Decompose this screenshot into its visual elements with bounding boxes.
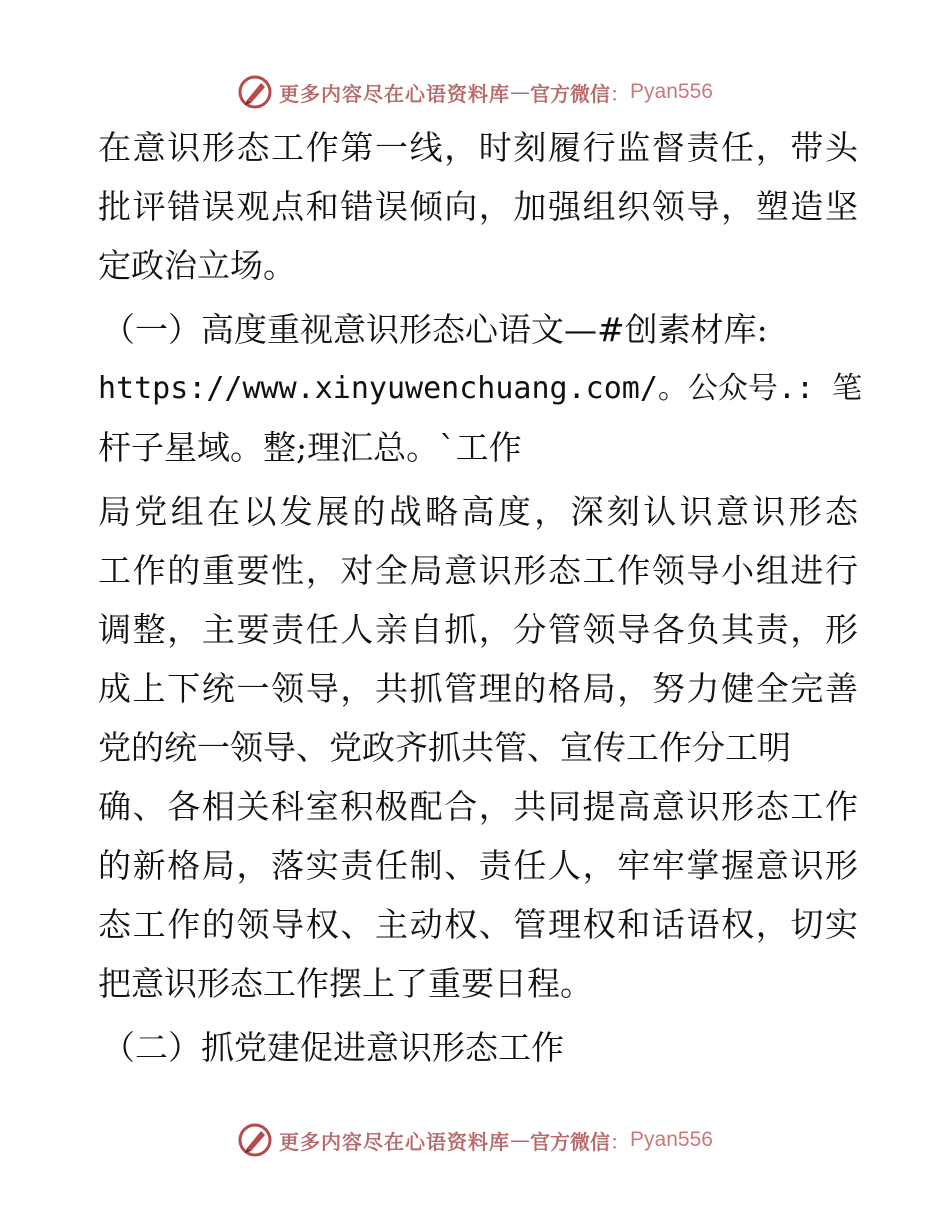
watermark-wechat-label: 官方微信 xyxy=(530,81,611,106)
section-heading-two xyxy=(98,1018,858,1077)
watermark-wechat-label: 官方微信 xyxy=(530,1129,611,1154)
heading-line: （一）高度重视意识形态心语文—#创素材库: xyxy=(102,310,768,349)
text-line: 在意识形态工作第一线，时刻履行监督责任，带头 xyxy=(98,128,858,167)
text-line: 调整，主要责任人亲自抓，分管领导各负其责，形 xyxy=(98,610,858,649)
watermark-text: 更多内容尽在心语资料库 xyxy=(279,81,511,106)
text-line: 定政治立场。 xyxy=(98,246,296,285)
paragraph xyxy=(98,118,858,295)
body-text xyxy=(98,118,863,1082)
text-line: 确、各相关科室积极配合，共同提高意识形态工作 xyxy=(98,787,858,826)
pen-logo-icon xyxy=(237,74,273,110)
text-line: 的新格局，落实责任制、责任人，牢牢掌握意识形 xyxy=(98,846,858,885)
watermark-dash: — xyxy=(510,1128,531,1152)
watermark-wechat-id: Pyan556 xyxy=(630,1128,713,1151)
text-line: 成上下统一领导，共抓管理的格局，努力健全完善 xyxy=(98,669,858,708)
text-line: 工作的重要性，对全局意识形态工作领导小组进行 xyxy=(98,551,858,590)
url-line: https://www.xinyuwenchuang.com/。公众号.: 笔 xyxy=(98,371,863,406)
text-line: 局党组在以发展的战略高度，深刻认识意识形态 xyxy=(98,492,858,531)
section-heading-one xyxy=(98,300,863,477)
text-line: 把意识形态工作摆上了重要日程。 xyxy=(98,964,593,1003)
watermark-dash: — xyxy=(510,80,531,104)
text-line: 态工作的领导权、主动权、管理权和话语权，切实 xyxy=(98,905,858,944)
watermark-colon: ： xyxy=(610,81,631,106)
watermark-text: 更多内容尽在心语资料库 xyxy=(279,1129,511,1154)
paragraph xyxy=(98,482,858,1013)
heading-line: （二）抓党建促进意识形态工作 xyxy=(102,1028,564,1067)
watermark-colon: ： xyxy=(610,1129,631,1154)
footer-watermark xyxy=(0,1120,950,1160)
text-line: 党的统一领导、党政齐抓共管、宣传工作分工明 xyxy=(98,728,791,767)
header-watermark xyxy=(0,72,950,112)
text-line: 杆子星域。整;理汇总。`工作 xyxy=(98,428,522,467)
pen-logo-icon xyxy=(237,1122,273,1158)
watermark-wechat-id: Pyan556 xyxy=(630,80,713,103)
text-line: 批评错误观点和错误倾向，加强组织领导，塑造坚 xyxy=(98,187,858,226)
